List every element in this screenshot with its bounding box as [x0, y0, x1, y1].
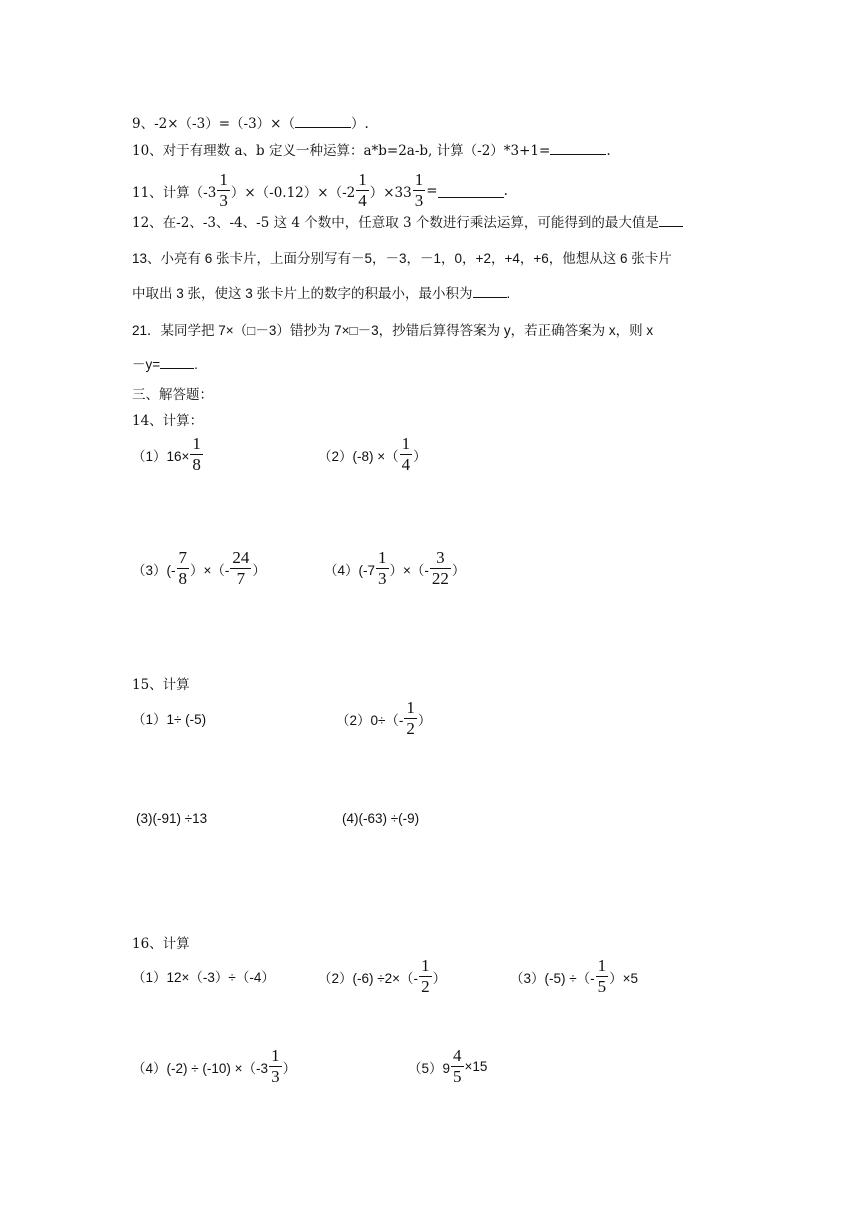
fraction: $\frac{3}{22}$ [431, 548, 449, 588]
q16-part-2: （2）(-6) ÷2×（- $\frac{1}{2}$ ） [318, 956, 447, 996]
q15-part-2: （2）0÷（- $\frac{1}{2}$ ） [336, 698, 432, 738]
q16-part-4: （4）(-2) ÷ (-10) ×（-3 $\frac{1}{3}$ ） [132, 1046, 297, 1086]
question-21-line-2: －y= . [132, 354, 198, 375]
question-10: 10、对于有理数 a、b 定义一种运算：a*b=2a-b, 计算（-2）*3+1= . [132, 140, 611, 161]
fraction: $\frac{1}{3}$ [378, 548, 387, 588]
q15-part-3: (3)(-91) ÷13 [136, 811, 208, 826]
question-16-title: 16、计算 [132, 936, 190, 952]
question-15-title: 15、计算 [132, 677, 190, 693]
fraction: $\frac{1}{3}$ [219, 170, 228, 210]
q14-part-3: （3）(- $\frac{7}{8}$ ）×（- $\frac{24}{7}$ ） [132, 548, 266, 588]
question-11: 11、计算（-3 $\frac{1}{3}$ ）×（-0.12）×（-2 $\frac{1}{4}$ ）×33 $\frac{1}{3}$ = . [132, 170, 508, 210]
section-heading: 三、解答题： [132, 387, 213, 403]
q16-part-1: （1）12×（-3）÷（-4） [132, 970, 275, 985]
fraction: $\frac{1}{4}$ [358, 170, 367, 210]
fraction: $\frac{1}{8}$ [192, 434, 201, 474]
fraction: $\frac{1}{3}$ [271, 1046, 280, 1086]
question-12: 12、在-2、-3、-4、-5 这 4 个数中，任意取 3 个数进行乘法运算，可能得到的最大值是 [132, 212, 683, 233]
question-13-line-2: 中取出 3 张，使这 3 张卡片上的数字的积最小，最小积为 . [132, 283, 510, 304]
q16-part-3: （3）(-5) ÷（- $\frac{1}{5}$ ）×5 [510, 956, 639, 996]
fraction: $\frac{1}{2}$ [421, 956, 430, 996]
answer-blank [295, 113, 351, 128]
q16-part-5: （5）9 $\frac{4}{5}$ ×15 [408, 1046, 488, 1086]
question-21-line-1: 21．某同学把 7×（□－3）错抄为 7×□－3，抄错后算得答案为 y，若正确答案为 x，则 x [132, 323, 654, 338]
fraction: $\frac{1}{2}$ [406, 698, 415, 738]
fraction: $\frac{7}{8}$ [178, 548, 187, 588]
q14-part-1: （1）16× $\frac{1}{8}$ [132, 434, 201, 474]
answer-blank [659, 212, 683, 227]
q14-part-4: （4）(-7 $\frac{1}{3}$ ）×（- $\frac{3}{22}$ ） [324, 548, 466, 588]
answer-blank [473, 283, 507, 298]
fraction: $\frac{1}{3}$ [414, 170, 424, 210]
q15-part-4: (4)(-63) ÷(-9) [342, 811, 420, 826]
q15-part-1: （1）1÷ (-5) [132, 712, 207, 727]
fraction: $\frac{24}{7}$ [232, 548, 250, 588]
question-9: 9、-2×（-3）=（-3）×（ ）. [132, 113, 369, 134]
answer-blank [550, 140, 606, 155]
fraction: $\frac{4}{5}$ [453, 1046, 462, 1086]
answer-blank [160, 354, 194, 369]
question-14-title: 14、计算： [132, 413, 204, 429]
fraction: $\frac{1}{5}$ [597, 956, 607, 996]
question-13-line-1: 13、小亮有 6 张卡片，上面分别写有－5，－3，－1，0，+2，+4，+6，他想从这 6 张卡片 [132, 251, 672, 266]
q14-part-2: （2）(-8) ×（ $\frac{1}{4}$ ） [318, 434, 427, 474]
answer-blank [438, 183, 504, 198]
fraction: $\frac{1}{4}$ [401, 434, 411, 474]
